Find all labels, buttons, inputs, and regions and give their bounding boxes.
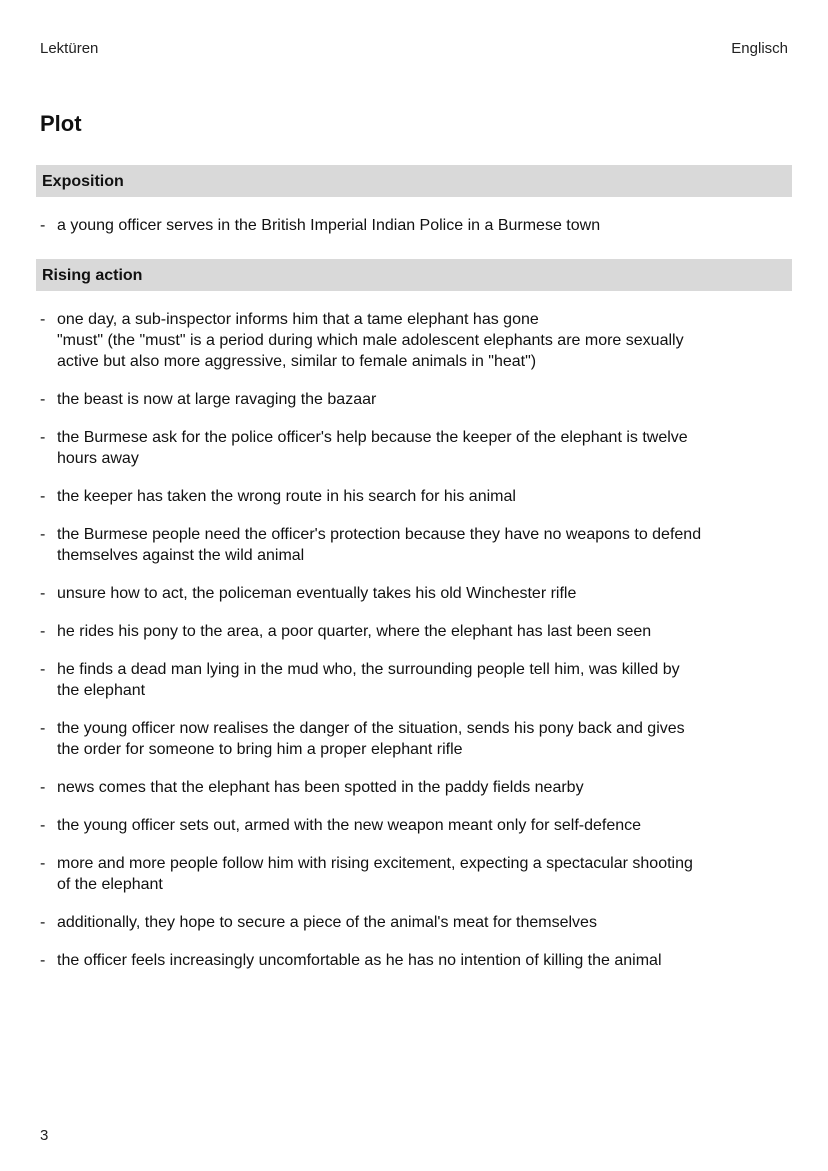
list-item-text: he rides his pony to the area, a poor quarter, where the elephant has last been seen [57, 623, 652, 640]
dash-bullet: - [40, 585, 46, 602]
list-item [40, 853, 790, 895]
list-item-text: the beast is now at large ravaging the bazaar [57, 391, 377, 408]
list-item-text: more and more people follow him with rising excitement, expecting a spectacular shooting of the elephant [57, 855, 693, 893]
list-item [40, 659, 790, 701]
dash-bullet: - [40, 391, 46, 408]
section-heading-rising-action: Rising action [36, 259, 792, 291]
dash-bullet: - [40, 855, 46, 872]
list-item [40, 389, 790, 410]
list-item-text: the young officer sets out, armed with the new weapon meant only for self-defence [57, 817, 642, 834]
list-item [40, 912, 790, 933]
list-item [40, 718, 790, 760]
list-item [40, 486, 790, 507]
list-item [40, 950, 790, 971]
dash-bullet: - [40, 623, 46, 640]
list-item-text: unsure how to act, the policeman eventually takes his old Winchester rifle [57, 585, 577, 602]
dash-bullet: - [40, 661, 46, 678]
list-item [40, 777, 790, 798]
page-number: 3 [40, 1127, 49, 1144]
list-item-text: one day, a sub-inspector informs him that a tame elephant has gone "must" (the "must" is a period during which male adolescent elephants are more sexually active but also more aggressive, similar to female animals in "heat") [57, 311, 684, 370]
section-heading-exposition: Exposition [36, 165, 792, 197]
list-item-text: the Burmese ask for the police officer's help because the keeper of the elephant is twelve hours away [57, 429, 688, 467]
dash-bullet: - [40, 817, 46, 834]
header-left: Lektüren [40, 40, 99, 57]
list-item [40, 583, 790, 604]
dash-bullet: - [40, 952, 46, 969]
list-item [40, 524, 790, 566]
list-item-text: additionally, they hope to secure a piece of the animal's meat for themselves [57, 914, 597, 931]
list-item-text: news comes that the elephant has been spotted in the paddy fields nearby [57, 779, 584, 796]
list-item [40, 815, 790, 836]
dash-bullet: - [40, 779, 46, 796]
dash-bullet: - [40, 914, 46, 931]
page-title: Plot [40, 111, 82, 136]
list-item-text: the Burmese people need the officer's protection because they have no weapons to defend themselves against the wild animal [57, 526, 702, 564]
dash-bullet: - [40, 217, 46, 234]
dash-bullet: - [40, 429, 46, 446]
list-item-text: he finds a dead man lying in the mud who, the surrounding people tell him, was killed by the elephant [57, 661, 680, 699]
list-item-text: the keeper has taken the wrong route in his search for his animal [57, 488, 516, 505]
dash-bullet: - [40, 488, 46, 505]
dash-bullet: - [40, 311, 46, 328]
header-right: Englisch [731, 40, 788, 57]
list-item-text: a young officer serves in the British Imperial Indian Police in a Burmese town [57, 217, 601, 234]
dash-bullet: - [40, 720, 46, 737]
list-item-text: the officer feels increasingly uncomfortable as he has no intention of killing the animal [57, 952, 662, 969]
rising-action-list [40, 309, 790, 988]
list-item [40, 427, 790, 469]
list-item [40, 621, 790, 642]
exposition-list [40, 215, 790, 253]
dash-bullet: - [40, 526, 46, 543]
list-item [40, 309, 790, 372]
list-item-text: the young officer now realises the danger of the situation, sends his pony back and gives the order for someone to bring him a proper elephant rifle [57, 720, 685, 758]
list-item [40, 215, 790, 236]
